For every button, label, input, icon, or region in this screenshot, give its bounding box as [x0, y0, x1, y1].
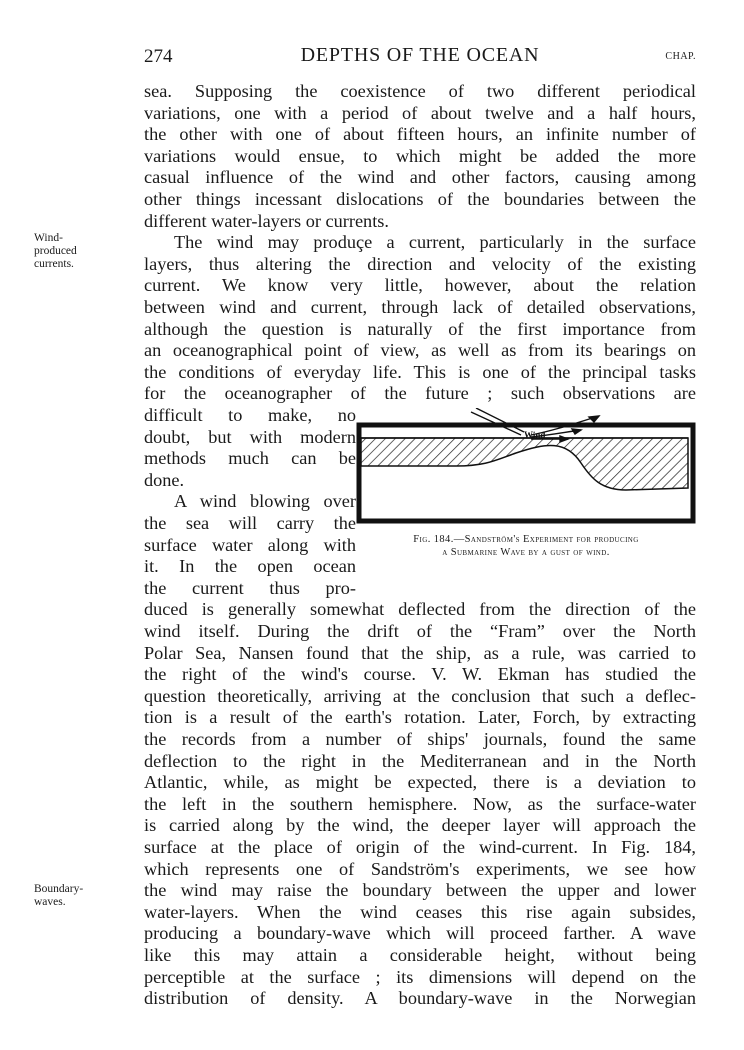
- text-line: surface at the place of origin of the wind-current. In Fig. 184,: [144, 837, 696, 857]
- text-line: producing a boundary-wave which will proceed farther. A wave: [144, 923, 696, 944]
- figure-184-diagram: [356, 408, 696, 528]
- text-line: layers, thus altering the direction and velocity of the existing: [144, 253, 696, 274]
- text-line: the records from a number of ships' journals, found the same: [144, 729, 696, 749]
- text-line: although the question is naturally of the first importance from: [144, 318, 696, 339]
- sidenote-wind-produced-currents: [34, 232, 77, 271]
- text-line: the right of the wind's course. V. W. Ekman has studied the: [144, 664, 696, 685]
- text-line: which represents one of Sandström's experiments, we see how: [144, 858, 696, 879]
- text-line: tion is a result of the earth's rotation. Later, Forch, by extracting: [144, 707, 696, 728]
- page-number: 274: [144, 46, 173, 67]
- running-header: [144, 44, 696, 70]
- text-line: the conditions of everyday life. This is one of the principal tasks: [144, 361, 696, 382]
- text-line: the left in the southern hemisphere. Now, as the surface-water: [144, 793, 696, 814]
- wind-label: Wind: [524, 430, 546, 440]
- text-line: surface water along with: [144, 534, 356, 555]
- text-line: between wind and current, through lack of detailed observations,: [144, 297, 696, 317]
- text-line: the wind may raise the boundary between the upper and lower: [144, 880, 696, 901]
- text-line: the other with one of about fifteen hours, an infinite number of: [144, 124, 696, 145]
- text-line: duced is generally somewhat deflected from the direction of the: [144, 599, 696, 620]
- text-line: current. We know very little, however, about the relation: [144, 275, 696, 296]
- sidenote-line: Wind-: [34, 232, 63, 244]
- text-line: distribution of density. A boundary-wave in the Norwegian: [144, 988, 696, 1009]
- text-line: other things incessant dislocations of the boundaries between the: [144, 189, 696, 209]
- sidenote-line: Boundary-: [34, 883, 84, 895]
- sidenote-line: produced: [34, 245, 77, 257]
- text-line: The wind may produçe a current, particularly in the surface: [174, 232, 696, 253]
- text-line: it. In the open ocean: [144, 556, 356, 577]
- text-line: methods much can be: [144, 448, 356, 469]
- text-line: variations would ensue, to which might be added the more: [144, 145, 696, 166]
- text-line: wind itself. During the drift of the “Fram” over the North: [144, 621, 696, 641]
- text-line: A wind blowing over: [174, 491, 356, 512]
- text-line: an oceanographical point of view, as well as from its bearings on: [144, 340, 696, 361]
- text-line: perceptible at the surface ; its dimensions will depend on the: [144, 966, 696, 987]
- sidenote-line: currents.: [34, 258, 74, 270]
- text-line: the sea will carry the: [144, 513, 356, 533]
- text-line: variations, one with a period of about twelve and a half hours,: [144, 102, 696, 123]
- text-line: Polar Sea, Nansen found that the ship, as a rule, was carried to: [144, 642, 696, 663]
- text-line: like this may attain a considerable height, without being: [144, 945, 696, 965]
- text-line: doubt, but with modern: [144, 426, 356, 447]
- caption-line-2: a Submarine Wave by a gust of wind.: [442, 547, 610, 558]
- caption-line-1: Fig. 184.—Sandström's Experiment for producing: [413, 534, 639, 545]
- sidenote-line: waves.: [34, 896, 66, 908]
- text-line: water-layers. When the wind ceases this rise again subsides,: [144, 901, 696, 922]
- text-line: the current thus pro-: [144, 577, 356, 598]
- text-line: Atlantic, while, as might be expected, there is a deviation to: [144, 772, 696, 793]
- text-line: difficult to make, no: [144, 405, 356, 425]
- text-line: for the oceanographer of the future ; such observations are: [144, 383, 696, 404]
- chapter-abbrev: CHAP.: [665, 51, 696, 62]
- upper-layer-hatched: [361, 438, 688, 490]
- text-line: deflection to the right in the Mediterranean and in the North: [144, 750, 696, 771]
- text-line: casual influence of the wind and other factors, causing among: [144, 167, 696, 188]
- sidenote-boundary-waves: [34, 883, 83, 909]
- text-line: sea. Supposing the coexistence of two different periodical: [144, 81, 696, 101]
- text-line: question theoretically, arriving at the conclusion that such a deflec-: [144, 685, 696, 706]
- text-line: done.: [144, 469, 185, 490]
- running-title: DEPTHS OF THE OCEAN: [300, 44, 540, 66]
- text-line: different water-layers or currents.: [144, 210, 389, 231]
- text-line: is carried along by the wind, the deeper layer will approach the: [144, 815, 696, 836]
- figure-caption: [356, 533, 696, 559]
